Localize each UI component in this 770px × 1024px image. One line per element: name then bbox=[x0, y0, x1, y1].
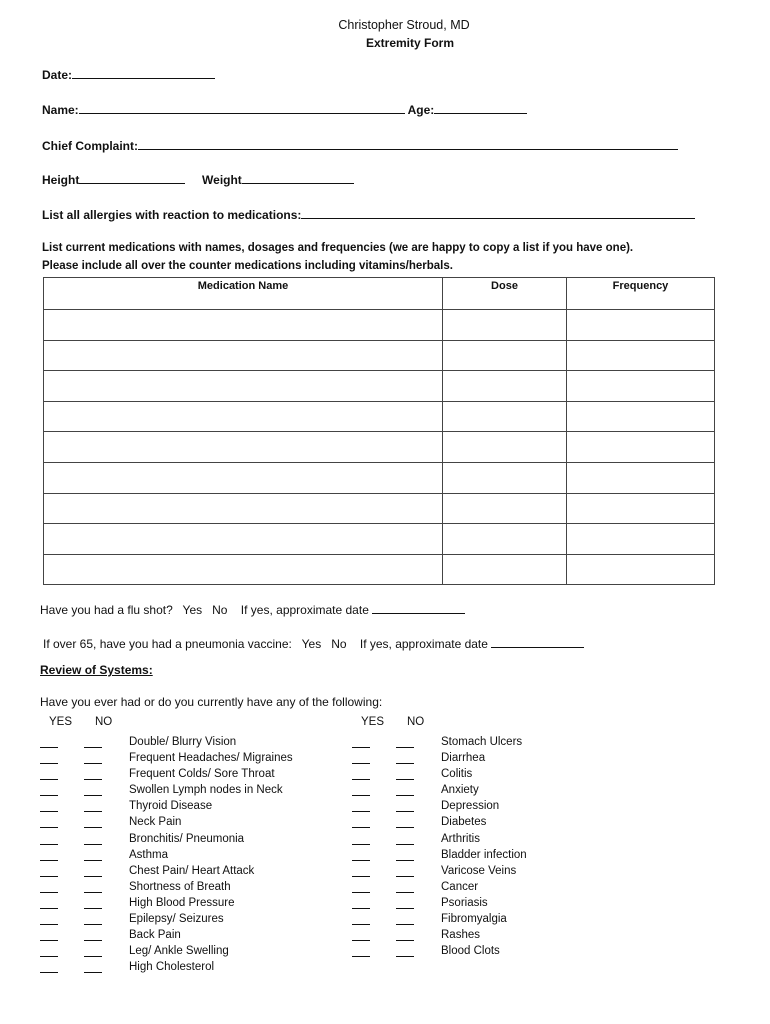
dose-cell[interactable] bbox=[443, 524, 567, 555]
ros-item bbox=[40, 913, 340, 929]
no-blank[interactable] bbox=[396, 811, 414, 812]
height-weight-row bbox=[42, 171, 354, 187]
pneumonia-date-field[interactable] bbox=[491, 635, 584, 648]
yes-blank[interactable] bbox=[352, 747, 370, 748]
medication-row bbox=[44, 554, 715, 585]
height-field[interactable] bbox=[79, 171, 185, 184]
no-blank[interactable] bbox=[396, 779, 414, 780]
yes-blank[interactable] bbox=[352, 827, 370, 828]
yes-blank[interactable] bbox=[40, 908, 58, 909]
medication-row bbox=[44, 310, 715, 341]
flu-shot-date-field[interactable] bbox=[372, 601, 465, 614]
ros-item-label: Swollen Lymph nodes in Neck bbox=[129, 784, 283, 797]
ros-item bbox=[352, 929, 652, 945]
ros-item bbox=[352, 881, 652, 897]
frequency-cell[interactable] bbox=[567, 493, 715, 524]
ros-item-label: Varicose Veins bbox=[441, 864, 517, 877]
no-blank[interactable] bbox=[84, 908, 102, 909]
flu-shot-row bbox=[40, 601, 465, 617]
ros-item bbox=[40, 881, 340, 897]
ros-item-label: Neck Pain bbox=[129, 816, 182, 829]
ros-left-yes-header: YES bbox=[49, 716, 73, 728]
ros-item-label: Psoriasis bbox=[441, 896, 488, 909]
column-header-medication: Medication Name bbox=[44, 278, 443, 310]
ros-item-label: Diabetes bbox=[441, 816, 487, 829]
yes-blank[interactable] bbox=[40, 811, 58, 812]
ros-right-no-header: NO bbox=[407, 716, 425, 728]
ros-right-column bbox=[352, 736, 652, 961]
no-blank[interactable] bbox=[396, 924, 414, 925]
no-blank[interactable] bbox=[396, 940, 414, 941]
ros-item-label: Shortness of Breath bbox=[129, 880, 231, 893]
no-blank[interactable] bbox=[84, 876, 102, 877]
ros-item-label: Arthritis bbox=[441, 832, 480, 845]
yes-blank[interactable] bbox=[40, 956, 58, 957]
allergies-label: List all allergies with reaction to medications: bbox=[42, 208, 302, 222]
ros-item bbox=[352, 849, 652, 865]
ros-item-label: Colitis bbox=[441, 768, 473, 781]
no-blank[interactable] bbox=[396, 844, 414, 845]
medication-row bbox=[44, 371, 715, 402]
yes-blank[interactable] bbox=[40, 844, 58, 845]
no-blank[interactable] bbox=[396, 763, 414, 764]
medication-name-cell[interactable] bbox=[44, 401, 443, 432]
form-title: Extremity Form bbox=[365, 36, 455, 50]
ros-heading: Review of Systems: bbox=[40, 663, 153, 677]
dose-cell[interactable] bbox=[443, 340, 567, 371]
name-row bbox=[42, 101, 527, 117]
no-blank[interactable] bbox=[396, 876, 414, 877]
yes-blank[interactable] bbox=[352, 763, 370, 764]
ros-question: Have you ever had or do you currently have any of the following: bbox=[40, 695, 383, 709]
allergies-field[interactable] bbox=[301, 206, 695, 219]
ros-item-label: Chest Pain/ Heart Attack bbox=[129, 864, 255, 877]
ros-item-label: Asthma bbox=[129, 848, 168, 861]
pneumonia-row bbox=[43, 635, 584, 651]
ros-item-label: High Cholesterol bbox=[129, 961, 215, 974]
column-header-frequency: Frequency bbox=[567, 278, 715, 310]
yes-blank[interactable] bbox=[40, 827, 58, 828]
yes-blank[interactable] bbox=[352, 844, 370, 845]
yes-blank[interactable] bbox=[40, 763, 58, 764]
ros-item-label: Rashes bbox=[441, 929, 480, 942]
yes-blank[interactable] bbox=[40, 876, 58, 877]
medications-header-row bbox=[44, 278, 715, 310]
name-label: Name: bbox=[42, 103, 79, 117]
yes-blank[interactable] bbox=[40, 892, 58, 893]
ros-item-label: Bronchitis/ Pneumonia bbox=[129, 832, 245, 845]
ros-item bbox=[352, 800, 652, 816]
weight-label: Weight bbox=[202, 173, 242, 187]
no-blank[interactable] bbox=[396, 908, 414, 909]
ros-item bbox=[40, 736, 340, 752]
frequency-cell[interactable] bbox=[567, 371, 715, 402]
medication-row bbox=[44, 401, 715, 432]
height-label: Height bbox=[42, 173, 80, 187]
yes-blank[interactable] bbox=[352, 908, 370, 909]
medication-name-cell[interactable] bbox=[44, 340, 443, 371]
yes-blank[interactable] bbox=[352, 956, 370, 957]
ros-item bbox=[40, 961, 340, 977]
ros-item-label: Stomach Ulcers bbox=[441, 736, 523, 748]
ros-item-label: Double/ Blurry Vision bbox=[129, 736, 237, 748]
ros-item-label: Anxiety bbox=[441, 784, 479, 797]
yes-blank[interactable] bbox=[40, 779, 58, 780]
ros-item-label: Thyroid Disease bbox=[129, 800, 213, 813]
yes-blank[interactable] bbox=[352, 892, 370, 893]
date-row bbox=[42, 66, 215, 82]
ros-left-column bbox=[40, 736, 340, 977]
ros-item bbox=[352, 833, 652, 849]
yes-blank[interactable] bbox=[352, 940, 370, 941]
medication-name-cell[interactable] bbox=[44, 462, 443, 493]
pneumonia-question: If over 65, have you had a pneumonia vaccine: Yes No If yes, approximate date bbox=[43, 637, 488, 651]
dose-cell[interactable] bbox=[443, 462, 567, 493]
frequency-cell[interactable] bbox=[567, 432, 715, 463]
ros-item-label: Fibromyalgia bbox=[441, 913, 507, 926]
medication-row bbox=[44, 493, 715, 524]
ros-item-label: Epilepsy/ Seizures bbox=[129, 913, 224, 926]
medication-name-cell[interactable] bbox=[44, 493, 443, 524]
age-field[interactable] bbox=[434, 101, 527, 114]
dose-cell[interactable] bbox=[443, 493, 567, 524]
ros-item bbox=[352, 752, 652, 768]
ros-left-no-header: NO bbox=[95, 716, 113, 728]
ros-item-label: Blood Clots bbox=[441, 945, 500, 958]
medication-name-cell[interactable] bbox=[44, 310, 443, 341]
ros-item bbox=[352, 736, 652, 752]
no-blank[interactable] bbox=[84, 844, 102, 845]
medications-table bbox=[43, 277, 715, 585]
ros-item bbox=[40, 752, 340, 768]
yes-blank[interactable] bbox=[352, 860, 370, 861]
ros-item-label: Bladder infection bbox=[441, 848, 527, 861]
medication-row bbox=[44, 340, 715, 371]
dose-cell[interactable] bbox=[443, 371, 567, 402]
ros-item bbox=[40, 784, 340, 800]
age-label: Age: bbox=[407, 103, 435, 117]
frequency-cell[interactable] bbox=[567, 340, 715, 371]
ros-item-label: Depression bbox=[441, 800, 500, 813]
no-blank[interactable] bbox=[84, 972, 102, 973]
ros-item-label: Diarrhea bbox=[441, 752, 486, 765]
ros-item-label: High Blood Pressure bbox=[129, 896, 235, 909]
ros-item bbox=[352, 784, 652, 800]
yes-blank[interactable] bbox=[40, 924, 58, 925]
yes-blank[interactable] bbox=[352, 811, 370, 812]
no-blank[interactable] bbox=[396, 892, 414, 893]
medication-name-cell[interactable] bbox=[44, 371, 443, 402]
no-blank[interactable] bbox=[84, 827, 102, 828]
dose-cell[interactable] bbox=[443, 310, 567, 341]
dose-cell[interactable] bbox=[443, 401, 567, 432]
no-blank[interactable] bbox=[84, 763, 102, 764]
no-blank[interactable] bbox=[84, 747, 102, 748]
yes-blank[interactable] bbox=[40, 972, 58, 973]
dose-cell[interactable] bbox=[443, 554, 567, 585]
no-blank[interactable] bbox=[396, 827, 414, 828]
frequency-cell[interactable] bbox=[567, 554, 715, 585]
chief-complaint-field[interactable] bbox=[138, 137, 678, 150]
no-blank[interactable] bbox=[396, 956, 414, 957]
ros-item bbox=[40, 849, 340, 865]
date-label: Date: bbox=[42, 68, 73, 82]
name-field[interactable] bbox=[79, 101, 405, 114]
ros-item bbox=[352, 768, 652, 784]
no-blank[interactable] bbox=[84, 956, 102, 957]
chief-complaint-label: Chief Complaint: bbox=[42, 139, 138, 153]
yes-blank[interactable] bbox=[352, 779, 370, 780]
ros-item bbox=[40, 929, 340, 945]
ros-item-label: Back Pain bbox=[129, 929, 181, 942]
yes-blank[interactable] bbox=[40, 940, 58, 941]
ros-item bbox=[352, 897, 652, 913]
frequency-cell[interactable] bbox=[567, 462, 715, 493]
column-header-dose: Dose bbox=[443, 278, 567, 310]
medication-name-cell[interactable] bbox=[44, 432, 443, 463]
ros-item bbox=[40, 865, 340, 881]
medication-row bbox=[44, 432, 715, 463]
medication-row bbox=[44, 524, 715, 555]
yes-blank[interactable] bbox=[40, 860, 58, 861]
ros-item bbox=[40, 945, 340, 961]
weight-field[interactable] bbox=[242, 171, 354, 184]
ros-item-label: Frequent Headaches/ Migraines bbox=[129, 752, 293, 765]
medication-name-cell[interactable] bbox=[44, 554, 443, 585]
date-field[interactable] bbox=[72, 66, 215, 79]
no-blank[interactable] bbox=[396, 795, 414, 796]
ros-item-label: Cancer bbox=[441, 880, 479, 893]
no-blank[interactable] bbox=[84, 860, 102, 861]
yes-blank[interactable] bbox=[352, 795, 370, 796]
frequency-cell[interactable] bbox=[567, 401, 715, 432]
medications-instruction-1: List current medications with names, dosages and frequencies (we are happy to copy a list if you have one). bbox=[42, 242, 634, 254]
ros-item-label: Frequent Colds/ Sore Throat bbox=[129, 768, 275, 781]
no-blank[interactable] bbox=[84, 795, 102, 796]
flu-shot-question: Have you had a flu shot? Yes No If yes, approximate date bbox=[40, 603, 369, 617]
medication-name-cell[interactable] bbox=[44, 524, 443, 555]
ros-item bbox=[40, 800, 340, 816]
chief-complaint-row bbox=[42, 137, 678, 153]
no-blank[interactable] bbox=[396, 747, 414, 748]
no-blank[interactable] bbox=[84, 892, 102, 893]
no-blank[interactable] bbox=[84, 811, 102, 812]
medications-instruction-2: Please include all over the counter medications including vitamins/herbals. bbox=[42, 260, 453, 272]
ros-item bbox=[352, 913, 652, 929]
ros-item bbox=[352, 816, 652, 832]
medication-row bbox=[44, 462, 715, 493]
medications-body bbox=[44, 310, 715, 585]
doctor-name: Christopher Stroud, MD bbox=[338, 18, 470, 32]
frequency-cell[interactable] bbox=[567, 310, 715, 341]
no-blank[interactable] bbox=[84, 924, 102, 925]
ros-item-label: Leg/ Ankle Swelling bbox=[129, 945, 229, 958]
ros-item bbox=[40, 768, 340, 784]
yes-blank[interactable] bbox=[40, 747, 58, 748]
ros-item bbox=[40, 816, 340, 832]
no-blank[interactable] bbox=[396, 860, 414, 861]
ros-item bbox=[352, 945, 652, 961]
allergies-row bbox=[42, 206, 695, 222]
no-blank[interactable] bbox=[84, 940, 102, 941]
yes-blank[interactable] bbox=[40, 795, 58, 796]
ros-item bbox=[352, 865, 652, 881]
yes-blank[interactable] bbox=[352, 876, 370, 877]
dose-cell[interactable] bbox=[443, 432, 567, 463]
ros-right-yes-header: YES bbox=[361, 716, 385, 728]
yes-blank[interactable] bbox=[352, 924, 370, 925]
ros-item bbox=[40, 897, 340, 913]
ros-item bbox=[40, 833, 340, 849]
no-blank[interactable] bbox=[84, 779, 102, 780]
frequency-cell[interactable] bbox=[567, 524, 715, 555]
